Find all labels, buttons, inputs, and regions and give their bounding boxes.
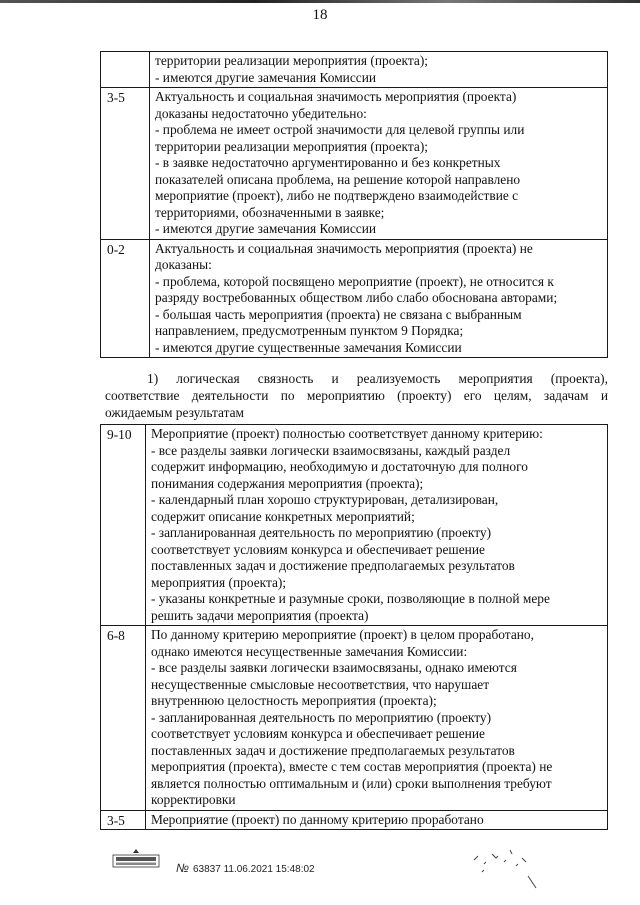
signature-scribble-icon bbox=[470, 842, 540, 892]
description-line: Актуальность и социальная значимость мероприятия (проекта) bbox=[155, 89, 517, 104]
description-line: - запланированная деятельность по мероприятию (проекту) bbox=[151, 525, 492, 540]
description-line: соответствует условиям конкурса и обеспечивает решение bbox=[151, 726, 485, 741]
criteria-description bbox=[150, 52, 608, 88]
description-line: - имеются другие замечания Комиссии bbox=[155, 221, 377, 236]
document-registration-info: 63837 11.06.2021 15:48:02 bbox=[193, 864, 315, 875]
criteria-row bbox=[101, 626, 608, 811]
registry-stamp-icon bbox=[112, 848, 160, 868]
description-line: соответствует условиям конкурса и обеспечивает решение bbox=[151, 541, 485, 557]
criteria-row bbox=[101, 239, 608, 358]
criteria-description bbox=[146, 425, 608, 626]
score-range: 0-2 bbox=[101, 239, 150, 358]
score-range bbox=[101, 52, 150, 88]
description-line: содержит описание конкретных мероприятий; bbox=[151, 508, 415, 524]
description-line: показателей описана проблема, на решение которой направлено bbox=[155, 171, 521, 187]
description-line: - в заявке недостаточно аргументированно и без конкретных bbox=[155, 155, 501, 170]
description-line: направлением, предусмотренным пунктом 9 Порядка; bbox=[155, 323, 464, 338]
description-line: мероприятия (проекта), вместе с тем состав мероприятия (проекта) не bbox=[151, 759, 553, 774]
description-line: - календарный план хорошо структурирован, детализирован, bbox=[151, 492, 499, 507]
description-line: однако имеются несущественные замечания Комиссии: bbox=[151, 643, 468, 659]
description-line: - проблема, которой посвящено мероприятие (проект), не относится к bbox=[155, 273, 554, 289]
criteria-description bbox=[146, 626, 608, 811]
description-line: поставленных задач и достижение предполагаемых результатов bbox=[151, 558, 515, 573]
page-top-edge bbox=[0, 0, 640, 3]
document-footer bbox=[176, 861, 315, 875]
description-line: мероприятия (проекта); bbox=[151, 574, 287, 590]
criteria-row bbox=[101, 88, 608, 240]
description-line: - все разделы заявки логически взаимосвязаны, однако имеются bbox=[151, 660, 517, 675]
criteria-table-1 bbox=[100, 51, 608, 358]
description-line: понимания содержания мероприятия (проекта); bbox=[151, 475, 424, 491]
description-line: доказаны недостаточно убедительно: bbox=[155, 105, 367, 121]
description-line: По данному критерию мероприятие (проект) в целом проработано, bbox=[151, 627, 534, 642]
description-line: - имеются другие существенные замечания Комиссии bbox=[155, 339, 462, 355]
criteria-row bbox=[101, 52, 608, 88]
score-range: 6-8 bbox=[101, 626, 146, 811]
criteria-table-2 bbox=[100, 424, 608, 830]
description-line: несущественные смысловые несоответствия, что нарушает bbox=[151, 676, 490, 692]
criteria-row bbox=[101, 810, 608, 830]
criteria-row bbox=[101, 425, 608, 626]
description-line: внутреннюю целостность мероприятия (проекта); bbox=[151, 693, 437, 708]
description-line: мероприятие (проект), либо не подтверждено взаимодействие с bbox=[155, 188, 519, 203]
description-line: - все разделы заявки логически взаимосвязаны, каждый раздел bbox=[151, 442, 511, 458]
criterion-paragraph bbox=[105, 370, 608, 421]
description-line: доказаны: bbox=[155, 257, 212, 272]
description-line: - запланированная деятельность по мероприятию (проекту) bbox=[151, 709, 492, 725]
criteria-description bbox=[150, 239, 608, 358]
description-line: - указаны конкретные и разумные сроки, позволяющие в полной мере bbox=[151, 591, 550, 606]
description-line: - имеются другие замечания Комиссии bbox=[155, 69, 377, 85]
paragraph-line: соответствие деятельности по мероприятию (проекту) его целям, задачам и bbox=[105, 388, 608, 403]
description-line: Актуальность и социальная значимость мероприятия (проекта) не bbox=[155, 240, 533, 256]
page-number: 18 bbox=[312, 7, 328, 23]
description-line: - большая часть мероприятия (проекта) не связана с выбранным bbox=[155, 306, 522, 322]
criteria-description bbox=[146, 810, 608, 830]
score-range: 9-10 bbox=[101, 425, 146, 626]
criteria-description bbox=[150, 88, 608, 240]
description-line: Мероприятие (проект) по данному критерию проработано bbox=[151, 811, 484, 827]
document-number-mark: № bbox=[176, 861, 189, 875]
description-line: поставленных задач и достижение предполагаемых результатов bbox=[151, 742, 515, 758]
score-range: 3-5 bbox=[101, 88, 150, 240]
description-line: разряду востребованных обществом либо слабо обоснована авторами; bbox=[155, 290, 558, 305]
paragraph-line: 1) логическая связность и реализуемость мероприятия (проекта), bbox=[147, 371, 608, 386]
description-line: Мероприятие (проект) полностью соответствует данному критерию: bbox=[151, 426, 543, 441]
score-range: 3-5 bbox=[101, 810, 146, 830]
description-line: территориями, обозначенными в заявке; bbox=[155, 204, 385, 220]
description-line: корректировки bbox=[151, 792, 236, 807]
paragraph-line: ожидаемым результатам bbox=[105, 405, 245, 420]
description-line: - проблема не имеет острой значимости для целевой группы или bbox=[155, 122, 525, 137]
description-line: территории реализации мероприятия (проекта); bbox=[155, 53, 428, 68]
description-line: является полностью оптимальным и (или) сроки выполнения требуют bbox=[151, 775, 552, 791]
description-line: содержит информацию, необходимую и достаточную для полного bbox=[151, 459, 528, 474]
description-line: решить задачи мероприятия (проекта) bbox=[151, 607, 369, 623]
description-line: территории реализации мероприятия (проекта); bbox=[155, 138, 428, 154]
